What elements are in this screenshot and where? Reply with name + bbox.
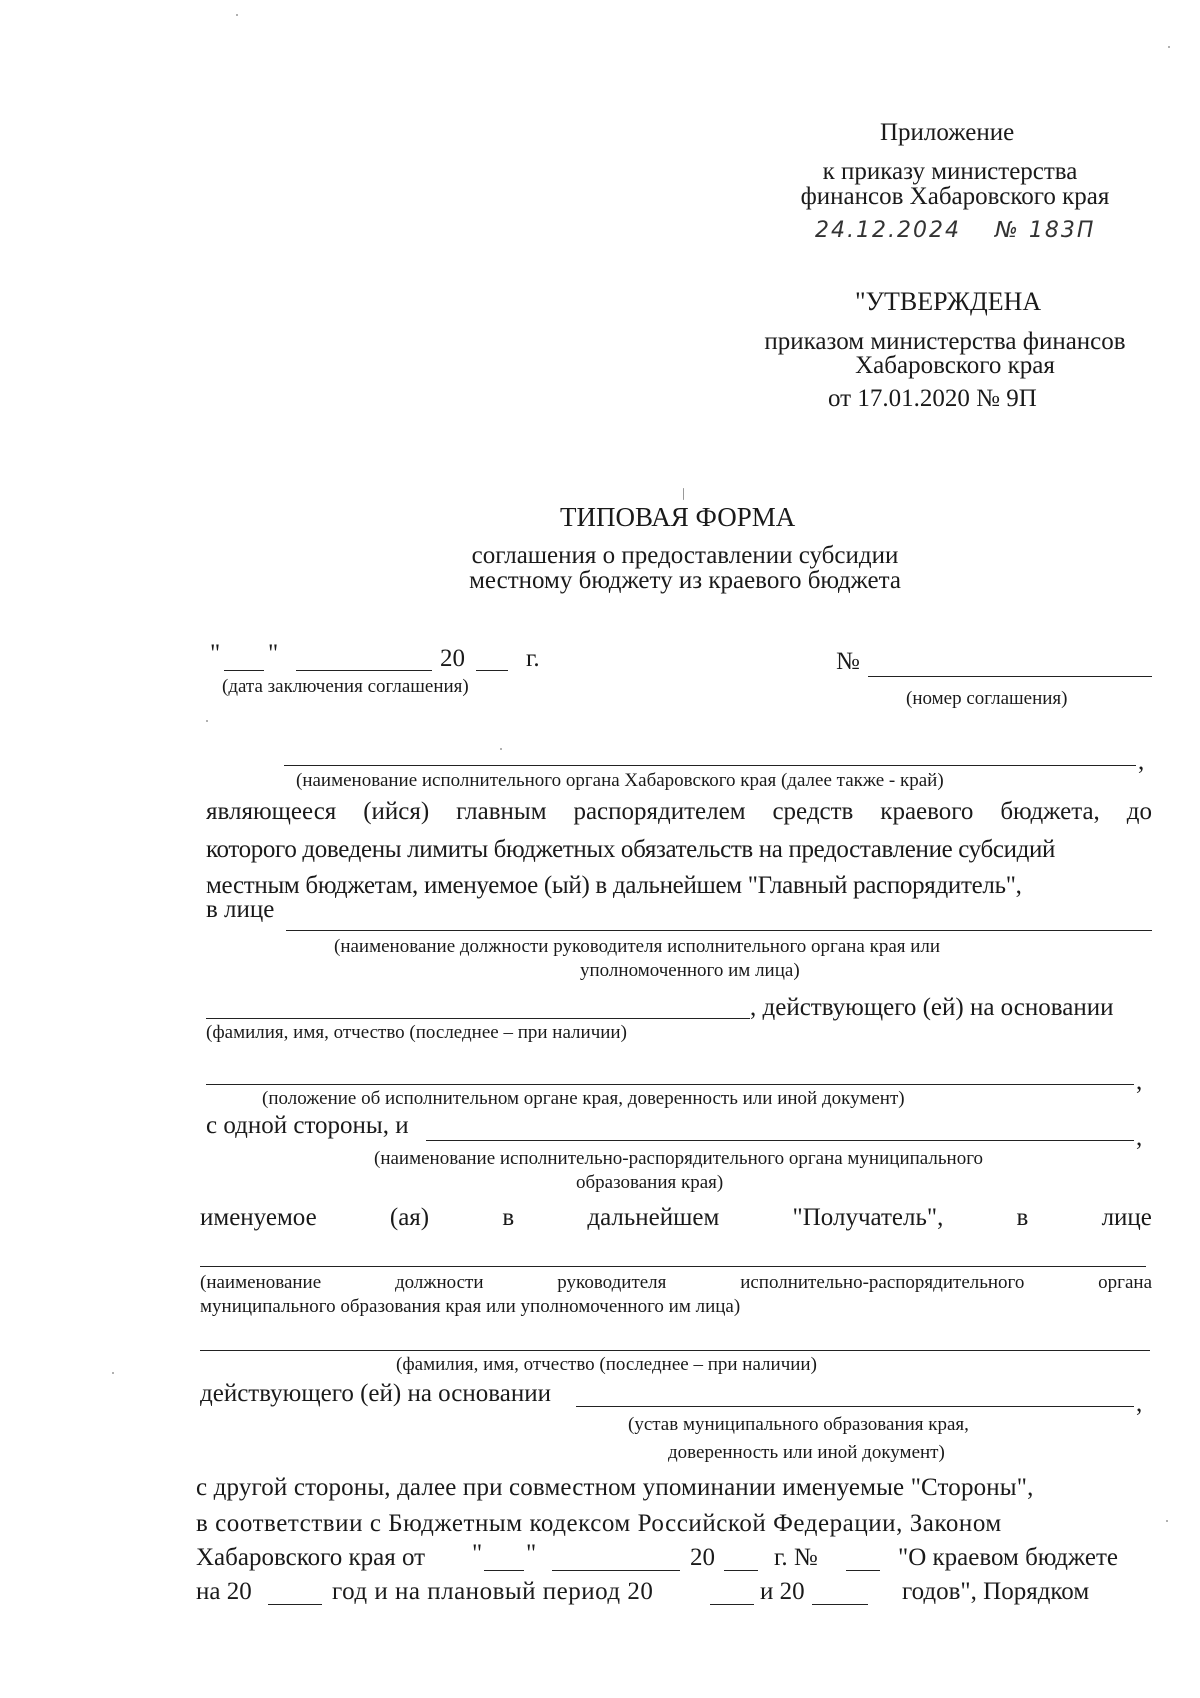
word: главным: [456, 798, 547, 825]
form-title: ТИПОВАЯ ФОРМА: [560, 502, 796, 532]
approved-by-line1: приказом министерства финансов: [764, 328, 1126, 355]
accordance-line: в соответствии с Бюджетным кодексом Российской Федерации, Законом: [196, 1510, 1002, 1537]
law-number-label: г. №: [774, 1544, 818, 1571]
budget-year-blank: [268, 1604, 322, 1605]
word: (ая): [389, 1204, 430, 1231]
date-caption: (дата заключения соглашения): [222, 676, 469, 697]
form-subtitle-line2: местному бюджету из краевого бюджета: [469, 567, 901, 594]
head-position-blank: [286, 930, 1152, 931]
organ-caption: (наименование исполнительного органа Хабаровского края (далее также - край): [296, 770, 944, 791]
law-prefix: Хабаровского края от: [196, 1544, 426, 1571]
word: исполнительно-распорядительного: [740, 1272, 1025, 1293]
scan-speck: [112, 1372, 114, 1374]
law-number-blank: [846, 1570, 880, 1571]
word: дальнейшем: [587, 1204, 720, 1231]
recipient-fio-blank: [200, 1350, 1150, 1351]
number-caption: (номер соглашения): [906, 688, 1068, 709]
year-blank: [476, 670, 508, 671]
scan-speck: [683, 488, 684, 500]
charter-blank: [576, 1406, 1134, 1407]
fio-caption: (фамилия, имя, отчество (последнее – при наличии): [206, 1022, 627, 1043]
head-caption-line2: муниципального образования края или уполномоченного им лица): [200, 1296, 741, 1317]
scan-speck: [500, 748, 502, 750]
scan-speck: [206, 720, 208, 722]
regulation-caption: (положение об исполнительном органе края, доверенность или иной документ): [262, 1088, 905, 1109]
handwritten-number: № 183П: [995, 218, 1096, 243]
word: именуемое: [200, 1204, 317, 1231]
scan-speck: [236, 14, 238, 16]
recipient-head-blank: [200, 1266, 1146, 1267]
para1-line3: местным бюджетам, именуемое (ый) в дальнейшем "Главный распорядитель",: [206, 872, 1022, 899]
scan-speck: [1168, 46, 1170, 48]
year-prefix: 20: [440, 645, 465, 672]
appendix-label: Приложение: [880, 119, 1015, 146]
approved-by-line2: Хабаровского края: [855, 352, 1055, 379]
para1-line2: которого доведены лимиты бюджетных обязательств на предоставление субсидий: [206, 836, 1056, 863]
in-person-label: в лице: [206, 896, 275, 923]
and-20-label: и 20: [760, 1578, 805, 1605]
word: в: [502, 1204, 515, 1231]
word: (наименование: [200, 1272, 322, 1293]
period-year1-blank: [710, 1604, 754, 1605]
municipal-organ-blank: [426, 1140, 1134, 1141]
position-caption-line1: (наименование должности руководителя исполнительного органа края или: [334, 936, 941, 957]
position-caption-line2: уполномоченного им лица): [580, 960, 800, 981]
charter-caption-line1: (устав муниципального образования края,: [628, 1414, 969, 1435]
word: должности: [394, 1272, 484, 1293]
word: "Получатель",: [792, 1204, 944, 1231]
comma: ,: [1136, 1390, 1143, 1417]
period-year2-blank: [812, 1604, 868, 1605]
comma: ,: [1138, 748, 1145, 775]
handwritten-date: 24.12.2024: [815, 218, 961, 243]
word: являющееся: [206, 798, 337, 825]
law-quote-open: ": [472, 1540, 483, 1567]
word: краевого: [880, 798, 974, 825]
planning-period-label: год и на плановый период 20: [332, 1578, 654, 1605]
fio-blank: [206, 1018, 750, 1019]
organ-name-blank: [284, 765, 1136, 766]
approved-date: от 17.01.2020 № 9П: [828, 385, 1037, 412]
word: лице: [1101, 1204, 1152, 1231]
scan-speck: [1166, 1520, 1168, 1522]
order-ref-line1: к приказу министерства: [822, 158, 1078, 185]
municipal-caption-line1: (наименование исполнительно-распорядительного органа муниципального: [374, 1148, 984, 1169]
word: распорядителем: [573, 798, 746, 825]
word: средств: [772, 798, 854, 825]
word: руководителя: [557, 1272, 667, 1293]
on-year-label: на 20: [196, 1578, 252, 1605]
recipient-named-line: [200, 1204, 1152, 1232]
year-suffix: г.: [526, 645, 540, 672]
law-year-blank: [724, 1570, 758, 1571]
word: (ийся): [363, 798, 430, 825]
one-side-label: с одной стороны, и: [206, 1112, 409, 1139]
word: бюджета,: [1000, 798, 1100, 825]
number-blank: [868, 676, 1152, 677]
word: органа: [1098, 1272, 1152, 1293]
head-caption-line1: [200, 1272, 1152, 1294]
para1-line1: [206, 798, 1152, 826]
comma: ,: [1136, 1068, 1143, 1095]
date-quote-open: ": [210, 640, 221, 667]
years-order-label: годов", Порядком: [902, 1578, 1090, 1605]
law-month-blank: [552, 1570, 680, 1571]
law-quote-close: ": [526, 1540, 537, 1567]
law-day-blank: [484, 1570, 524, 1571]
month-blank: [296, 670, 432, 671]
acting-basis-label-2: действующего (ей) на основании: [200, 1380, 551, 1407]
form-subtitle-line1: соглашения о предоставлении субсидии: [471, 542, 899, 569]
charter-caption-line2: доверенность или иной документ): [668, 1442, 945, 1463]
acting-basis-label: , действующего (ей) на основании: [750, 994, 1114, 1021]
word: в: [1016, 1204, 1029, 1231]
number-sign: №: [836, 648, 860, 675]
comma: ,: [1136, 1124, 1143, 1151]
approved-label: "УТВЕРЖДЕНА: [855, 287, 1042, 316]
date-quote-close: ": [268, 640, 279, 667]
day-blank: [224, 670, 264, 671]
municipal-caption-line2: образования края): [576, 1172, 724, 1193]
other-side-line: с другой стороны, далее при совместном упоминании именуемые "Стороны",: [196, 1474, 1034, 1501]
word: до: [1126, 798, 1152, 825]
regulation-blank: [206, 1084, 1134, 1085]
law-year-prefix: 20: [690, 1544, 715, 1571]
order-ref-line2: финансов Хабаровского края: [800, 183, 1110, 210]
law-title-start: "О краевом бюджете: [898, 1544, 1118, 1571]
fio-caption-2: (фамилия, имя, отчество (последнее – при наличии): [396, 1354, 817, 1375]
